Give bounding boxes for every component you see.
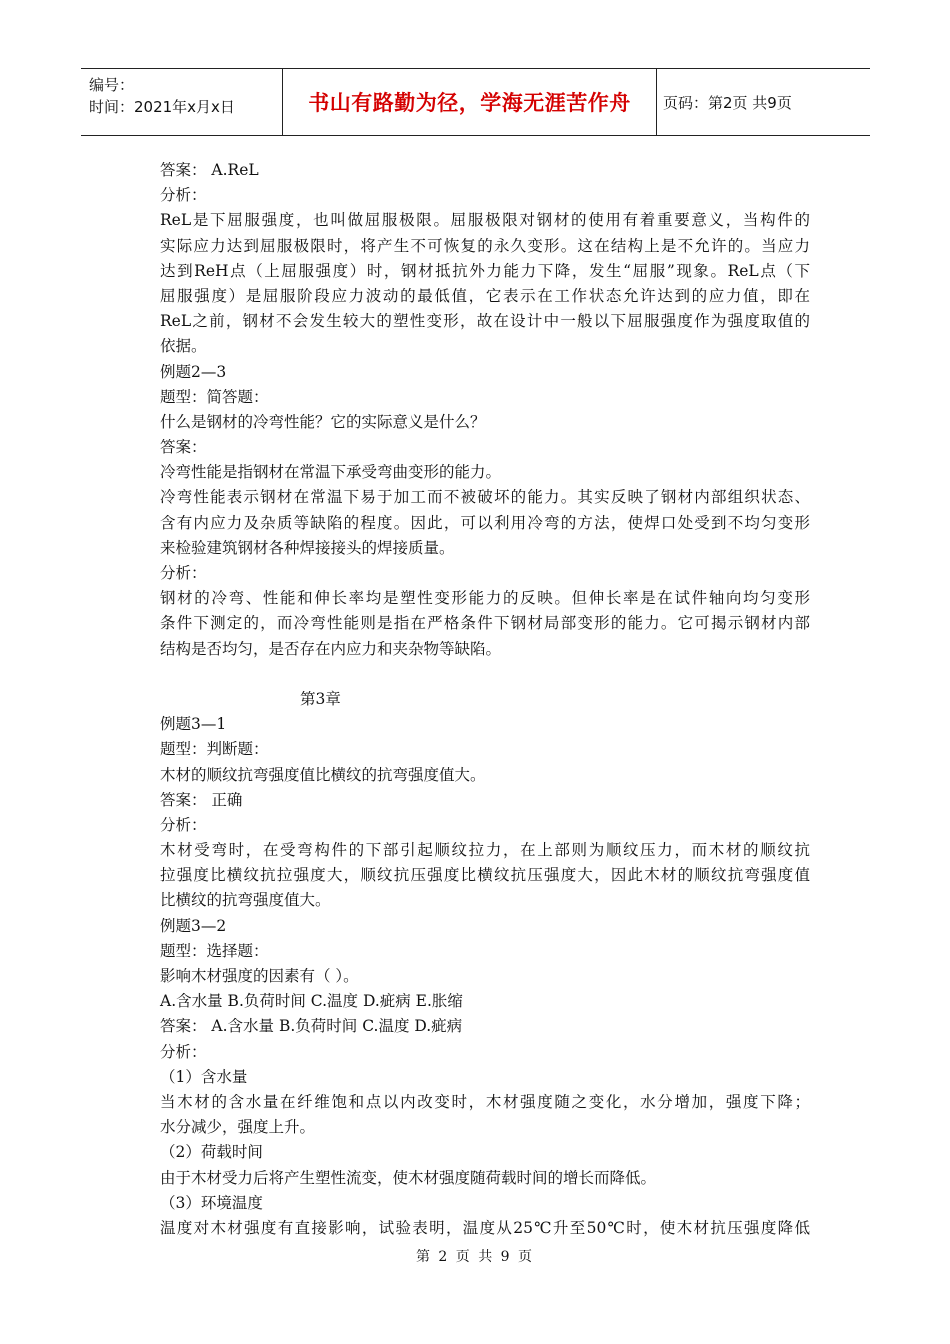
text-line: 含有内应力及杂质等缺陷的程度。因此，可以利用冷弯的方法，使焊口处受到不均匀变形	[160, 513, 810, 532]
text-line: 答案： A.含水量 B.负荷时间 C.温度 D.疵病	[160, 1017, 463, 1036]
text-line: 比横纹的抗弯强度值大。	[160, 891, 331, 910]
chapter-heading: 第3章	[300, 689, 341, 708]
example-heading: 例题3—1	[160, 715, 227, 734]
header-info-cell	[81, 69, 283, 135]
text-line: 钢材的冷弯、性能和伸长率均是塑性变形能力的反映。但伸长率是在试件轴向均匀变形	[160, 589, 810, 608]
header-number: 编号：	[89, 76, 135, 94]
text-line: 题型：判断题：	[160, 740, 269, 759]
example-heading: 例题3—2	[160, 916, 227, 935]
text-line: 条件下测定的，而冷弯性能则是指在严格条件下钢材局部变形的能力。它可揭示钢材内部	[160, 614, 810, 633]
header-page-number: 页码：第2页 共9页	[663, 93, 792, 112]
text-line: 冷弯性能是指钢材在常温下承受弯曲变形的能力。	[160, 463, 502, 482]
text-line: （1）含水量	[160, 1067, 248, 1086]
text-line: 答案： A.ReL	[160, 161, 259, 179]
text-line: 分析：	[160, 815, 207, 834]
text-line: ReL是下屈服强度，也叫做屈服极限。屈服极限对钢材的使用有着重要意义，当构件的	[160, 211, 810, 230]
text-line: 拉强度比横纹抗拉强度大，顺纹抗压强度比横纹抗压强度大，因此木材的顺纹抗弯强度值	[160, 866, 810, 885]
text-line: 水分减少，强度上升。	[160, 1118, 316, 1137]
text-line: 温度对木材强度有直接影响，试验表明，温度从25℃升至50℃时，使木材抗压强度降低	[160, 1218, 810, 1237]
document-body	[160, 158, 810, 1241]
text-line: 当木材的含水量在纤维饱和点以内改变时，木材强度随之变化，水分增加，强度下降；	[160, 1092, 810, 1111]
text-line: A.含水量 B.负荷时间 C.温度 D.疵病 E.胀缩	[160, 992, 463, 1011]
text-line: （3）环境温度	[160, 1193, 263, 1212]
text-line: 依据。	[160, 337, 207, 356]
text-line: 什么是钢材的冷弯性能？它的实际意义是什么？	[160, 412, 486, 431]
header-motto: 书山有路勤为径，学海无涯苦作舟	[283, 69, 657, 135]
text-line: 冷弯性能表示钢材在常温下易于加工而不被破坏的能力。其实反映了钢材内部组织状态、	[160, 488, 810, 507]
text-line: ReL之前，钢材不会发生较大的塑性变形，故在设计中一般以下屈服强度作为强度取值的	[160, 312, 810, 331]
text-line: 来检验建筑钢材各种焊接接头的焊接质量。	[160, 538, 455, 557]
text-line: 木材受弯时，在受弯构件的下部引起顺纹拉力，在上部则为顺纹压力，而木材的顺纹抗	[160, 841, 810, 860]
text-line: 分析：	[160, 186, 207, 205]
blank-line	[160, 662, 810, 687]
text-line: （2）荷载时间	[160, 1143, 263, 1162]
example-heading: 例题2—3	[160, 362, 227, 381]
text-line: 题型：选择题：	[160, 941, 269, 960]
text-line: 影响木材强度的因素有（ ）。	[160, 967, 359, 985]
text-line: 木材的顺纹抗弯强度值比横纹的抗弯强度值大。	[160, 765, 486, 784]
text-line: 实际应力达到屈服极限时，将产生不可恢复的永久变形。这在结构上是不允许的。当应力	[160, 236, 810, 255]
header-time: 时间：2021年x月x日	[89, 98, 235, 116]
text-line: 题型：简答题：	[160, 387, 269, 406]
text-line: 结构是否均匀，是否存在内应力和夹杂物等缺陷。	[160, 639, 502, 658]
page-footer: 第 2 页 共 9 页	[415, 1249, 535, 1265]
text-line: 答案： 正确	[160, 790, 243, 809]
text-line: 达到ReH点（上屈服强度）时，钢材抵抗外力能力下降，发生“屈服”现象。ReL点（下	[160, 261, 810, 280]
text-line: 答案：	[160, 438, 207, 457]
text-line: 分析：	[160, 1042, 207, 1061]
text-line: 分析：	[160, 564, 207, 582]
page-header	[81, 68, 870, 136]
text-line: 由于木材受力后将产生塑性流变，使木材强度随荷载时间的增长而降低。	[160, 1168, 657, 1187]
text-line: 屈服强度）是屈服阶段应力波动的最低值，它表示在工作状态允许达到的应力值，即在	[160, 286, 810, 305]
